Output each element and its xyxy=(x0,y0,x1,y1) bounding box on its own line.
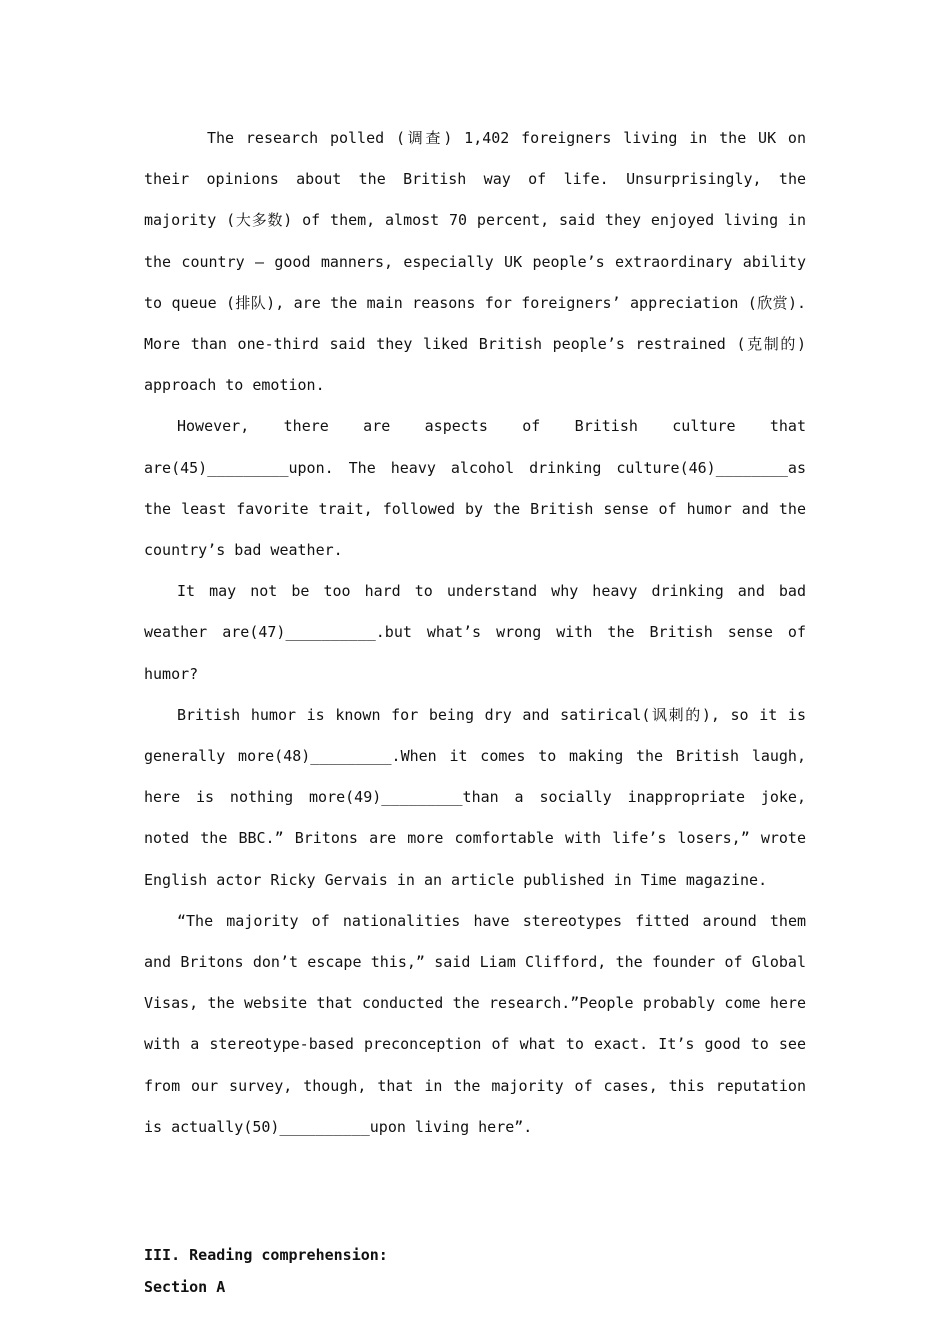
paragraph-3: It may not be too hard to understand why heavy drinking and bad weather are(47)__________.but what’s wrong with the British sense of humor? xyxy=(144,582,806,683)
paragraph-4: British humor is known for being dry and satirical(讽刺的), so it is generally more(48)_________.When it comes to making the British laugh, here is nothing more(49)_________than a socially inappropriate joke, noted the BBC.” Britons are more comfortable with life’s losers,” wrote English actor Ricky Gervais in an article published in Time magazine. xyxy=(144,705,806,889)
section-subheading: Section A xyxy=(144,1278,226,1297)
document-page xyxy=(144,118,806,1303)
paragraph-2: However, there are aspects of British culture that are(45)_________upon. The heavy alcohol drinking culture(46)________as the least favorite trait, followed by the British sense of humor and the country’s bad weather. xyxy=(144,417,806,560)
paragraph-5: “The majority of nationalities have stereotypes fitted around them and Britons don’t escape this,” said Liam Clifford, the founder of Global Visas, the website that conducted the research.”People probably come here with a stereotype-based preconception of what to exact. It’s good to see from our survey, though, that in the majority of cases, this reputation is actually(50)__________upon living here”. xyxy=(144,911,806,1136)
section-heading: III. Reading comprehension: xyxy=(144,1246,388,1265)
paragraph-1: The research polled (调查) 1,402 foreigners living in the UK on their opinions about the British way of life. Unsurprisingly, the majority (大多数) of them, almost 70 percent, said they enjoyed living in the country – good manners, especially UK people’s extraordinary ability to queue (排队), are the main reasons for foreigners’ appreciation (欣赏). More than one-third said they liked British people’s restrained (克制的) approach to emotion. xyxy=(144,129,806,395)
